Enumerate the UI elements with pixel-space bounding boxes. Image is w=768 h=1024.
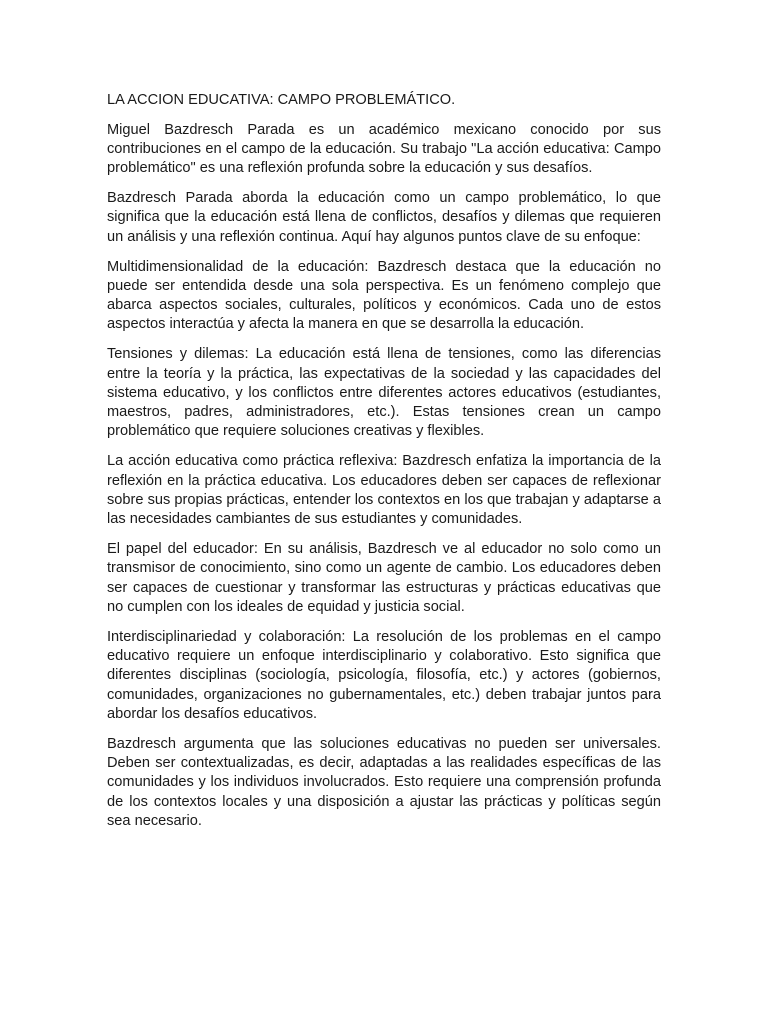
paragraph-papel-educador: El papel del educador: En su análisis, Bazdresch ve al educador no solo como un transmisor de conocimiento, sino como un agente de cambio. Los educadores deben ser capaces de cuestionar y transformar las estructuras y prácticas educativas que no cumplen con los ideales de equidad y justicia social. <box>107 540 661 615</box>
paragraph-multidimensionalidad: Multidimensionalidad de la educación: Bazdresch destaca que la educación no puede ser entendida desde una sola perspectiva. Es un fenómeno complejo que abarca aspectos sociales, culturales, políticos y económicos. Cada uno de estos aspectos interactúa y afecta la manera en que se desarrolla la educación. <box>107 258 661 333</box>
paragraph-practica-reflexiva: La acción educativa como práctica reflexiva: Bazdresch enfatiza la importancia de la reflexión en la práctica educativa. Los educadores deben ser capaces de reflexionar sobre sus propias prácticas, entender los contextos en los que trabajan y adaptarse a las necesidades cambiantes de sus estudiantes y comunidades. <box>107 453 661 528</box>
paragraph-soluciones-contextualizadas: Bazdresch argumenta que las soluciones educativas no pueden ser universales. Deben ser contextualizadas, es decir, adaptadas a las realidades específicas de las comunidades y los individuos involucrados. Esto requiere una comprensión profunda de los contextos locales y una disposición a ajustar las prácticas y políticas según sea necesario. <box>107 735 661 829</box>
document-body <box>107 91 661 842</box>
paragraph-interdisciplinariedad: Interdisciplinariedad y colaboración: La resolución de los problemas en el campo educativo requiere un enfoque interdisciplinario y colaborativo. Esto significa que diferentes disciplinas (sociología, psicología, filosofía, etc.) y actores (gobiernos, comunidades, organizaciones no gubernamentales, etc.) deben trabajar juntos para abordar los desafíos educativos. <box>107 628 661 722</box>
document-title: LA ACCION EDUCATIVA: CAMPO PROBLEMÁTICO. <box>107 92 456 108</box>
paragraph-campo-problematico: Bazdresch Parada aborda la educación como un campo problemático, lo que significa que la educación está llena de conflictos, desafíos y dilemas que requieren un análisis y una reflexión continua. Aquí hay algunos puntos clave de su enfoque: <box>107 190 661 245</box>
paragraph-intro: Miguel Bazdresch Parada es un académico mexicano conocido por sus contribuciones en el campo de la educación. Su trabajo "La acción educativa: Campo problemático" es una reflexión profunda sobre la educación y sus desafíos. <box>107 121 661 177</box>
paragraph-tensiones: Tensiones y dilemas: La educación está llena de tensiones, como las diferencias entre la teoría y la práctica, las expectativas de la sociedad y las capacidades del sistema educativo, y los conflictos entre diferentes actores educativos (estudiantes, maestros, padres, administradores, etc.). Estas tensiones crean un campo problemático que requiere soluciones creativas y flexibles. <box>107 346 661 440</box>
